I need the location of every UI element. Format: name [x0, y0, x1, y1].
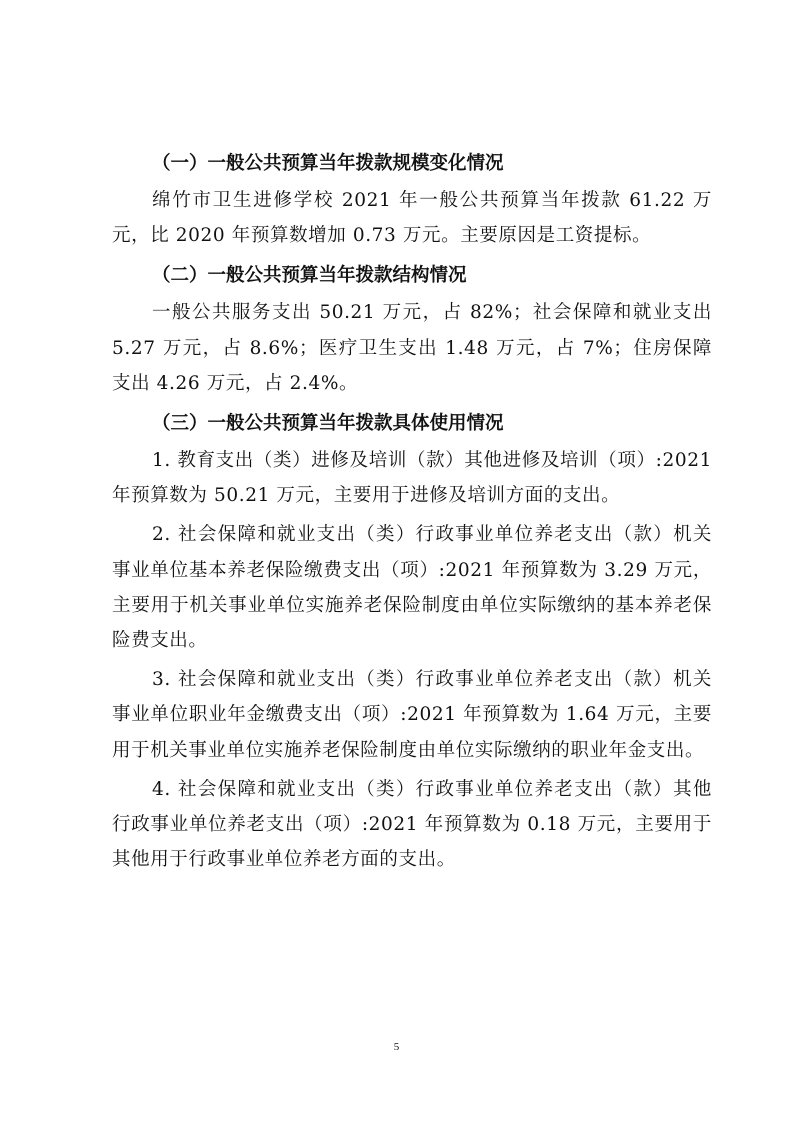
section-scale-change: [112, 145, 712, 253]
section-structure: [112, 257, 712, 401]
paragraph: 绵竹市卫生进修学校 2021 年一般公共预算当年拨款 61.22 万元，比 2020 年预算数增加 0.73 万元。主要原因是工资提标。: [112, 190, 712, 247]
section-heading: （二）一般公共预算当年拨款结构情况: [152, 265, 467, 287]
page-number: 5: [393, 1041, 400, 1053]
list-item: 2. 社会保障和就业支出（类）行政事业单位养老支出（款）机关事业单位基本养老保险缴费支出（项）:2021 年预算数为 3.29 万元，主要用于机关事业单位实施养老保险制度由单位实际缴纳的基本养老保险费支出。: [112, 524, 712, 652]
section-heading: （三）一般公共预算当年拨款具体使用情况: [152, 413, 504, 435]
list-item: 3. 社会保障和就业支出（类）行政事业单位养老支出（款）机关事业单位职业年金缴费支出（项）:2021 年预算数为 1.64 万元，主要用于机关事业单位实施养老保险制度由单位实际缴纳的职业年金支出。: [112, 669, 712, 761]
section-usage: [112, 405, 712, 877]
paragraph: 一般公共服务支出 50.21 万元，占 82%；社会保障和就业支出 5.27 万元，占 8.6%；医疗卫生支出 1.48 万元，占 7%；住房保障支出 4.26 万元，占 2.4%。: [112, 302, 712, 394]
list-item: 4. 社会保障和就业支出（类）行政事业单位养老支出（款）其他行政事业单位养老支出（项）:2021 年预算数为 0.18 万元，主要用于其他用于行政事业单位养老方面的支出。: [112, 778, 712, 871]
document-body: [112, 145, 712, 881]
list-item: 1. 教育支出（类）进修及培训（款）其他进修及培训（项）:2021 年预算数为 50.21 万元，主要用于进修及培训方面的支出。: [112, 450, 712, 507]
section-heading: （一）一般公共预算当年拨款规模变化情况: [152, 153, 504, 174]
